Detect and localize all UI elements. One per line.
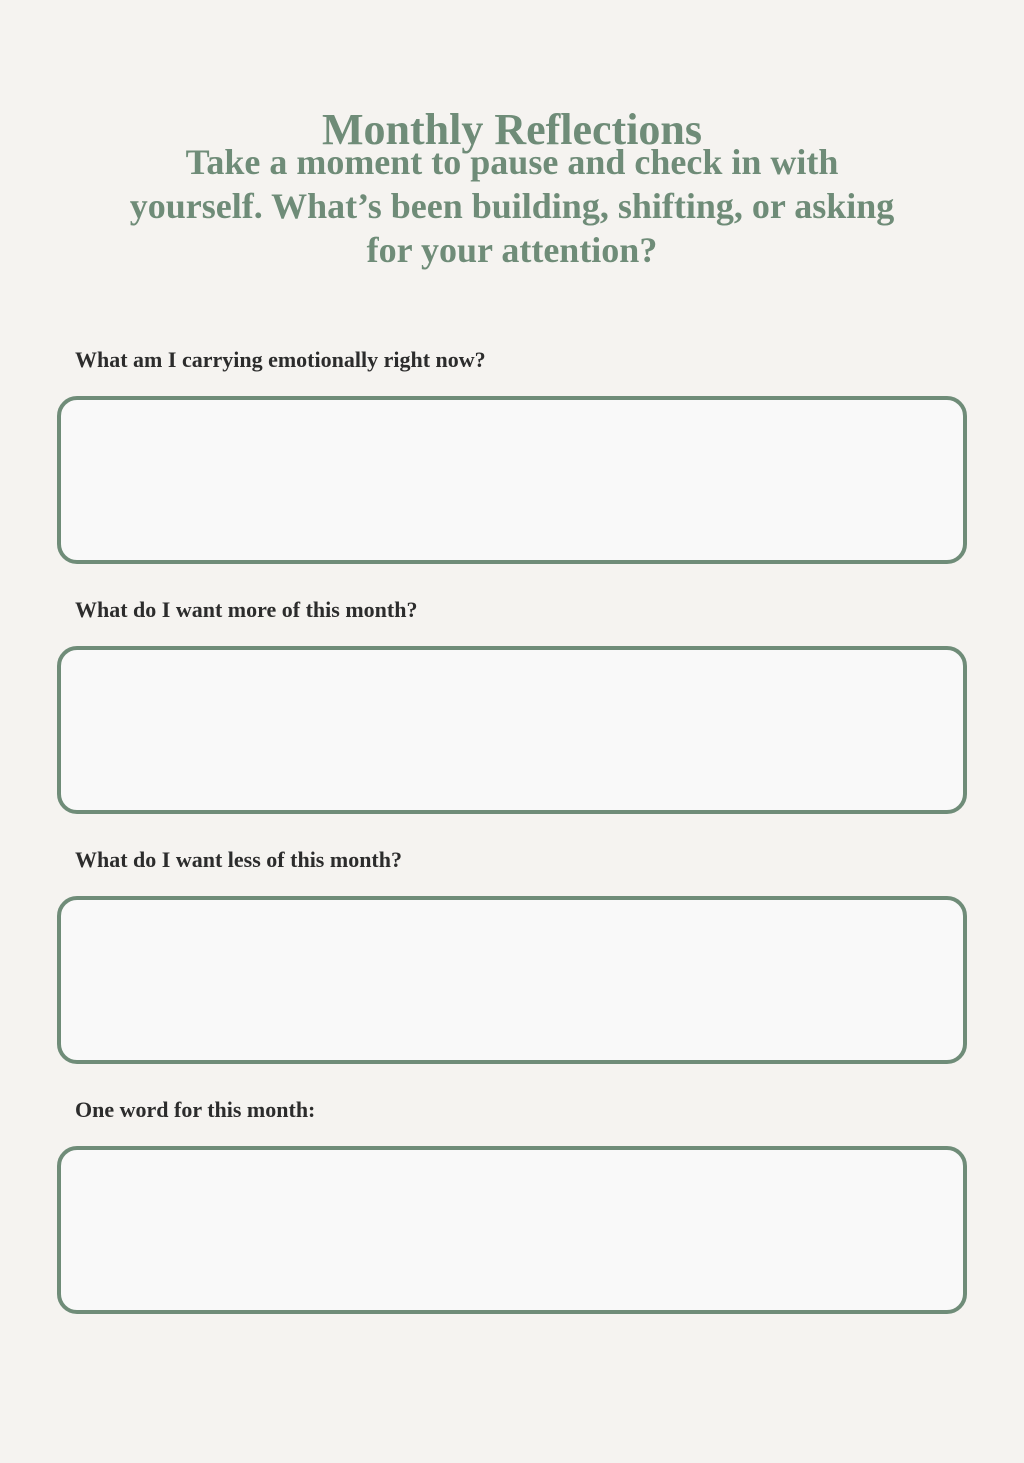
- prompt-question: What do I want more of this month?: [75, 597, 418, 622]
- page-subtitle: Take a moment to pause and check in with yourself. What’s been building, shifting, or asking for your attention?: [129, 142, 895, 270]
- answer-box[interactable]: [57, 1146, 967, 1314]
- page-header: [0, 106, 1024, 272]
- answer-box[interactable]: [57, 646, 967, 814]
- page-title: Monthly Reflections: [321, 105, 703, 154]
- prompt-question: One word for this month:: [75, 1097, 316, 1122]
- prompt-question: What am I carrying emotionally right now?: [75, 347, 486, 372]
- prompt-question: What do I want less of this month?: [75, 847, 402, 872]
- answer-box[interactable]: [57, 396, 967, 564]
- answer-box[interactable]: [57, 896, 967, 1064]
